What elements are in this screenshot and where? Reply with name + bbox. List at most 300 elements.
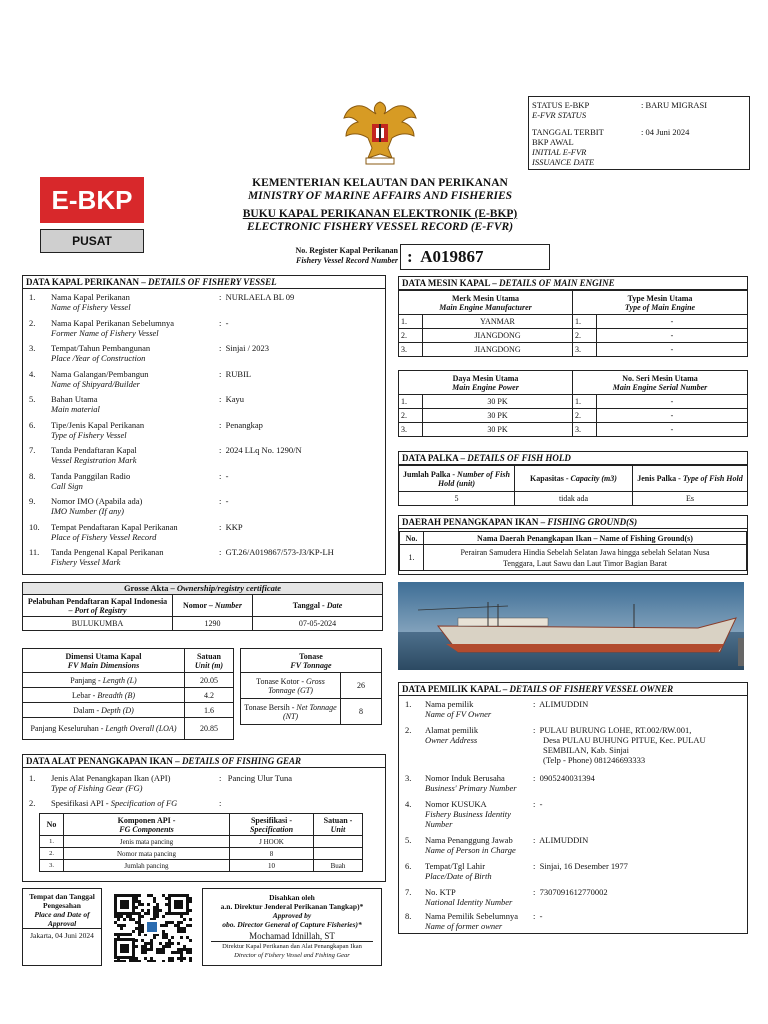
vessel-row-label: Nama Galangan/Pembangun xyxy=(51,368,149,379)
owner-title: DATA PEMILIK KAPAL – xyxy=(402,684,510,694)
engine-power-n: 2. xyxy=(399,409,423,423)
vessel-row-value: : Penangkap xyxy=(219,419,263,430)
approval-h1: Tempat dan Tanggal xyxy=(29,892,95,901)
ministry-name: KEMENTERIAN KELAUTAN DAN PERIKANAN xyxy=(252,177,508,189)
engine-power-table xyxy=(398,370,748,437)
gear-r1-n: 1. xyxy=(29,773,36,783)
register-number: : A019867 xyxy=(400,244,550,270)
vessel-row-value: : KKP xyxy=(219,521,243,532)
ministry-name-en: MINISTRY OF MARINE AFFAIRS AND FISHERIES xyxy=(247,190,513,202)
dimension-label-cell xyxy=(23,673,185,688)
approval-h4: Approval xyxy=(23,919,101,929)
dimension-value: 1.6 xyxy=(185,703,234,718)
status-label: STATUS E-BKP xyxy=(532,100,590,110)
dimension-label-cell xyxy=(23,703,185,718)
vessel-row-number: 10. xyxy=(29,521,40,532)
vessel-row-label-block xyxy=(51,420,226,440)
sig-name: Mochamad Idnillah, ST xyxy=(249,931,335,941)
owner-row-label-en: Name of Person in Charge xyxy=(425,845,516,855)
owner-row xyxy=(403,861,747,885)
owner-row-number: 5. xyxy=(405,835,412,845)
owner-row xyxy=(403,699,747,723)
gear-row-spec: 8 xyxy=(230,848,314,860)
owner-row-value-line: : - xyxy=(533,911,543,921)
owner-row xyxy=(403,887,747,911)
fish-hold-table xyxy=(398,465,748,506)
grosse-h-date: Tanggal - xyxy=(292,601,327,610)
vessel-row-label: Tempat/Tahun Pembangunan xyxy=(51,343,151,353)
hold-capacity: tidak ada xyxy=(515,492,633,506)
owner-row xyxy=(403,835,747,859)
owner-row-label-block xyxy=(425,799,535,829)
owner-row-label: Nomor Induk Berusaha xyxy=(425,773,505,783)
engine-power-n: 3. xyxy=(399,423,423,437)
gear-r2-n: 2. xyxy=(29,798,36,808)
gear-r1-label-en: Type of Fishing Gear (FG) xyxy=(51,783,143,793)
vessel-row xyxy=(27,445,383,467)
owner-row-label-en: Name of former owner xyxy=(425,921,503,931)
vessel-row-value: : 2024 LLq No. 1290/N xyxy=(219,445,302,455)
engine-serial-n: 1. xyxy=(573,395,597,409)
gear-r2-label: Spesifikasi API - xyxy=(51,798,111,808)
engine-brand-value: JIANGDONG xyxy=(423,329,573,343)
vessel-row-label-en: IMO Number (If any) xyxy=(51,506,124,516)
owner-row-value-line: : 0905240031394 xyxy=(533,773,595,783)
ground-v2: Tenggara, Laut Sawu dan Laut Timor Bagian Barat xyxy=(503,558,667,568)
dimension-label-en: Length Overall (LOA) xyxy=(105,724,177,733)
owner-row xyxy=(403,725,747,765)
dimension-label-en: Breadth (B) xyxy=(97,690,136,700)
vessel-row-number: 1. xyxy=(29,292,36,302)
eng-h-type-en: Type of Main Engine xyxy=(624,302,696,312)
ebkp-badge xyxy=(40,177,144,255)
issue-date-label-2: BKP AWAL xyxy=(532,137,574,147)
ebkp-badge-subtitle: PUSAT xyxy=(40,229,144,253)
hold-type: Es xyxy=(633,492,748,506)
gear-h-unit: Satuan - xyxy=(323,815,353,825)
book-title-en: ELECTRONIC FISHERY VESSEL RECORD (E-FVR) xyxy=(246,221,514,233)
owner-row-label-en: Business' Primary Number xyxy=(425,783,517,793)
owner-row-value-line: : 7307091612770002 xyxy=(533,887,608,897)
vessel-row-label-block xyxy=(51,547,226,567)
vessel-row-label: Tipe/Jenis Kapal Perikanan xyxy=(51,419,145,430)
vessel-row-value: : Sinjai / 2023 xyxy=(219,343,270,353)
eng-h-type: Type Mesin Utama xyxy=(627,293,693,303)
sig-2: a.n. Direktur Jenderal Perikanan Tangkap)* xyxy=(220,902,364,911)
dimension-label: Panjang - xyxy=(70,675,103,685)
owner-row-value xyxy=(533,887,748,897)
engine-power-row xyxy=(399,409,748,423)
engine-serial-n: 3. xyxy=(573,423,597,437)
vessel-row-label: Bahan Utama xyxy=(51,394,98,404)
status-value: : BARU MIGRASI xyxy=(641,100,708,110)
gear-row-spec: J HOOK xyxy=(230,836,314,848)
vessel-row-value: : - xyxy=(219,496,229,506)
issue-date-label-en-1: INITIAL E-FVR xyxy=(532,147,587,157)
vessel-row-label-en: Call Sign xyxy=(51,480,83,491)
vessel-row-label: Nama Kapal Perikanan xyxy=(51,292,130,302)
engine-title-en: DETAILS OF MAIN ENGINE xyxy=(499,278,615,288)
owner-row-value xyxy=(533,799,748,809)
owner-row-label-en: Name of FV Owner xyxy=(425,709,492,719)
status-label-en: E-FVR STATUS xyxy=(532,110,587,120)
vessel-row-number: 6. xyxy=(29,419,36,430)
gear-row-unit xyxy=(314,836,363,848)
gear-row xyxy=(40,860,363,872)
hold-h2: Kapasitas - xyxy=(530,474,571,483)
dimension-row xyxy=(23,688,234,703)
dimension-label: Dalam - xyxy=(73,705,102,715)
vessel-row-label-block xyxy=(51,471,226,491)
issue-date-label-en-2: ISSUANCE DATE xyxy=(532,157,595,167)
owner-row-label-block xyxy=(425,887,535,907)
engine-power-n: 1. xyxy=(399,395,423,409)
eng-h-brand-en: Main Engine Manufacturer xyxy=(439,302,532,312)
engine-power-row xyxy=(399,423,748,437)
sig-7: Director of Fishery Vessel and Fishing Gear xyxy=(234,952,350,959)
grosse-title-en: Ownership/registry certificate xyxy=(176,583,282,593)
gear-components-table xyxy=(39,813,363,872)
qr-code[interactable] xyxy=(112,892,192,962)
fishing-ground-section xyxy=(398,515,748,575)
dimension-label-cell xyxy=(23,718,185,740)
sig-3: Approved by xyxy=(272,911,312,920)
vessel-row-label-en: Type of Fishery Vessel xyxy=(51,429,127,440)
owner-row-number: 2. xyxy=(405,725,412,735)
status-box xyxy=(528,96,750,170)
grosse-number: 1290 xyxy=(173,617,253,631)
engine-type-n: 2. xyxy=(573,329,597,343)
engine-title: DATA MESIN KAPAL – xyxy=(402,278,500,288)
owner-row-value-line: : PULAU BURUNG LOHE, RT.002/RW.001, xyxy=(533,725,692,735)
grosse-h-port: Pelabuhan Pendaftaran Kapal Indonesia – xyxy=(27,596,168,615)
vessel-row-number: 8. xyxy=(29,470,36,481)
gear-h-comp-en: FG Components xyxy=(119,824,174,834)
hold-h2-en: Capacity (m3) xyxy=(570,474,617,483)
dimensions-table xyxy=(22,648,234,740)
engine-brand-value: JIANGDONG xyxy=(423,343,573,357)
engine-brand-value: YANMAR xyxy=(423,315,573,329)
vessel-row-label-en: Place of Fishery Vessel Record xyxy=(51,531,157,542)
owner-row-label: Nomor KUSUKA xyxy=(425,799,487,809)
fish-hold-title-box xyxy=(398,451,748,465)
engine-brand-n: 1. xyxy=(399,315,423,329)
gear-row-component: Jenis mata pancing xyxy=(64,836,230,848)
vessel-row-number: 3. xyxy=(29,343,36,353)
dimension-label: Lebar - xyxy=(71,690,98,700)
vessel-row-number: 2. xyxy=(29,317,36,328)
owner-row-label: Nama Penanggung Jawab xyxy=(425,835,513,845)
gear-title: DATA ALAT PENANGKAPAN IKAN – xyxy=(26,756,182,766)
sig-1: Disahkan oleh xyxy=(269,893,315,902)
gear-spec-colon: : xyxy=(219,798,222,808)
owner-row-value-line: : ALIMUDDIN xyxy=(533,699,589,709)
engine-type-n: 3. xyxy=(573,343,597,357)
owner-row-number: 4. xyxy=(405,799,412,809)
gear-row-number: 1. xyxy=(40,836,64,848)
owner-row-label-block xyxy=(425,699,535,719)
owner-row-value-line: : ALIMUDDIN xyxy=(533,835,589,845)
vessel-row-label-block xyxy=(51,318,226,338)
owner-row xyxy=(403,799,747,829)
vessel-row xyxy=(27,420,383,442)
vessel-row-label-block xyxy=(51,445,226,465)
engine-serial-n: 2. xyxy=(573,409,597,423)
owner-row xyxy=(403,773,747,797)
engine-type-n: 1. xyxy=(573,315,597,329)
vessel-row-value: : NURLAELA BL 09 xyxy=(219,292,295,302)
vessel-row-label: Tanda Pengenal Kapal Perikanan xyxy=(51,547,164,557)
vessel-row-label-en: Fishery Vessel Mark xyxy=(51,557,121,567)
dim-h-main-en: FV Main Dimensions xyxy=(67,660,140,670)
vessel-row-label-block xyxy=(51,369,226,389)
vessel-section-title-en: DETAILS OF FISHERY VESSEL xyxy=(148,277,277,287)
engine-serial-value: - xyxy=(597,423,748,437)
vessel-row-number: 5. xyxy=(29,394,36,404)
vessel-row-number: 7. xyxy=(29,445,36,455)
owner-row-value-line: : Sinjai, 16 Desember 1977 xyxy=(533,861,628,871)
book-title: BUKU KAPAL PERIKANAN ELEKTRONIK (E-BKP) xyxy=(242,208,518,220)
owner-row-label-en: National Identity Number xyxy=(425,897,513,907)
vessel-row-label: Tanda Pendaftaran Kapal xyxy=(51,445,137,455)
gear-row-component: Jumlah pancing xyxy=(64,860,230,872)
owner-row-number: 7. xyxy=(405,887,412,897)
ground-h-name: Nama Daerah Penangkapan Ikan – Name of Fishing Ground(s) xyxy=(424,532,747,545)
garuda-emblem xyxy=(340,96,420,168)
owner-row-label-block xyxy=(425,773,535,793)
tonnage-table xyxy=(240,648,382,725)
gear-h-unit-en: Unit xyxy=(330,824,346,834)
ebkp-badge-title: E-BKP xyxy=(40,177,144,223)
approval-h3: Place and Date of xyxy=(34,910,90,919)
owner-row-label-en: Place/Date of Birth xyxy=(425,871,492,881)
gear-h-comp: Komponen API - xyxy=(117,815,176,825)
approval-h2: Pengesahan xyxy=(43,901,81,910)
fishing-gear-section xyxy=(22,754,386,882)
engine-serial-value: - xyxy=(597,409,748,423)
owner-row-label-block xyxy=(425,835,535,855)
vessel-row-number: 4. xyxy=(29,368,36,379)
owner-title-en: DETAILS OF FISHERY VESSEL OWNER xyxy=(509,684,674,694)
vessel-row-value: : GT.26/A019867/573-J3/KP-LH xyxy=(219,547,334,557)
register-label: No. Register Kapal Perikanan xyxy=(295,246,398,255)
engine-brand-n: 3. xyxy=(399,343,423,357)
gt-label: Tonase Kotor - xyxy=(256,676,307,686)
ground-n: 1. xyxy=(400,545,424,571)
vessel-row xyxy=(27,471,383,493)
gear-row-component: Nomor mata pancing xyxy=(64,848,230,860)
grosse-h-date-en: Date xyxy=(326,601,343,610)
vessel-row-label: Tanda Panggilan Radio xyxy=(51,470,131,481)
grosse-h-number: Nomor – xyxy=(183,601,215,610)
vessel-row xyxy=(27,496,383,518)
vessel-row-number: 9. xyxy=(29,496,36,506)
owner-row-value-line: : - xyxy=(533,799,543,809)
engine-power-value: 30 PK xyxy=(423,423,573,437)
register-label-en: Fishery Vessel Record Number xyxy=(296,256,398,265)
sig-4: obo. Director General of Capture Fisheries)* xyxy=(222,920,362,929)
nt-value: 8 xyxy=(341,699,382,725)
gear-type-value: : Pancing Ulur Tuna xyxy=(219,773,292,783)
dimension-label: Panjang Keseluruhan - xyxy=(30,724,106,733)
ground-title: DAERAH PENANGKAPAN IKAN – xyxy=(402,517,548,527)
vessel-photo xyxy=(398,582,744,670)
vessel-row-label-block xyxy=(51,292,226,312)
owner-row-value xyxy=(533,725,748,765)
engine-brand-row xyxy=(399,343,748,357)
gear-row xyxy=(40,848,363,860)
grosse-port: BULUKUMBA xyxy=(23,617,173,631)
vessel-row-label: Nama Kapal Perikanan Sebelumnya xyxy=(51,317,174,328)
vessel-row xyxy=(27,522,383,544)
vessel-row-value: : RUBIL xyxy=(219,368,252,379)
gear-r1-label: Jenis Alat Penangkapan Ikan (API) xyxy=(51,773,171,783)
dim-h-unit: Satuan xyxy=(196,651,221,661)
gear-row-spec: 10 xyxy=(230,860,314,872)
owner-row-value-line: SEMBILAN, Kab. Sinjai xyxy=(543,745,629,755)
engine-power-value: 30 PK xyxy=(423,395,573,409)
approval-place-box xyxy=(22,888,102,966)
ton-h: Tonase xyxy=(299,651,323,661)
ground-title-en: FISHING GROUND(S) xyxy=(547,517,638,527)
ground-v1: Perairan Samudera Hindia Sebelah Selatan Jawa hingga sebelah Selatan Nusa xyxy=(460,547,710,557)
gt-value: 26 xyxy=(341,673,382,699)
grosse-h-port-en: Port of Registry xyxy=(74,605,127,615)
engine-power-row xyxy=(399,395,748,409)
sig-6: Direktur Kapal Perikanan dan Alat Penangkapan Ikan xyxy=(211,941,373,951)
eng-h-serial: No. Seri Mesin Utama xyxy=(622,373,698,383)
dimension-label-en: Depth (D) xyxy=(101,705,134,715)
nt-label: Tonase Bersih - xyxy=(244,702,297,712)
grosse-date: 07-05-2024 xyxy=(253,617,383,631)
grosse-h-number-en: Number xyxy=(214,601,242,610)
vessel-row-number: 11. xyxy=(29,547,40,557)
nt-label-en: Net Tonnage (NT) xyxy=(282,702,337,721)
owner-row-value xyxy=(533,861,748,871)
owner-row-value xyxy=(533,911,748,921)
dimension-row xyxy=(23,718,234,740)
engine-serial-value: - xyxy=(597,395,748,409)
vessel-row xyxy=(27,547,383,569)
vessel-row-label-block xyxy=(51,522,226,542)
hold-title: DATA PALKA – xyxy=(402,453,468,463)
eng-h-power-en: Main Engine Power xyxy=(452,382,519,392)
vessel-row-label-en: Main material xyxy=(51,404,100,414)
owner-row-label: Nama pemilik xyxy=(425,699,474,709)
vessel-row-label-block xyxy=(51,496,226,516)
hold-h1: Jumlah Palka - xyxy=(403,469,458,479)
issue-date-label-1: TANGGAL TERBIT xyxy=(532,127,604,137)
ground-h-no: No. xyxy=(400,532,424,545)
gear-h-spec-en: Specification xyxy=(249,824,294,834)
dimension-value: 20.05 xyxy=(185,673,234,688)
vessel-row xyxy=(27,343,383,365)
gear-title-en: DETAILS OF FISHING GEAR xyxy=(181,756,302,766)
dimension-value: 20.85 xyxy=(185,718,234,740)
owner-row-label-block xyxy=(425,861,535,881)
signature-box xyxy=(202,888,382,966)
vessel-row-label: Nomor IMO (Apabila ada) xyxy=(51,496,143,506)
issue-date-value: : 04 Juni 2024 xyxy=(641,127,690,137)
owner-row-value xyxy=(533,773,748,783)
engine-power-value: 30 PK xyxy=(423,409,573,423)
owner-row-value-line: (Telp - Phone) 081246693333 xyxy=(543,755,646,765)
vessel-row-value: : Kayu xyxy=(219,394,245,404)
gear-row-unit xyxy=(314,848,363,860)
gear-row-unit: Buah xyxy=(314,860,363,872)
dimension-label-cell xyxy=(23,688,185,703)
dimension-row xyxy=(23,673,234,688)
owner-row-label-en: Owner Address xyxy=(425,735,478,745)
owner-row xyxy=(403,911,747,935)
vessel-section-title: DATA KAPAL PERIKANAN – xyxy=(26,277,149,287)
gear-h-no: No xyxy=(40,814,64,836)
engine-brand-row xyxy=(399,329,748,343)
vessel-row-label-block xyxy=(51,343,226,363)
owner-row-label-block xyxy=(425,725,535,745)
gt-label-en: Gross Tonnage (GT) xyxy=(268,676,325,695)
owner-row-value xyxy=(533,835,748,845)
vessel-row xyxy=(27,318,383,340)
engine-brand-table xyxy=(398,290,748,357)
dim-h-main: Dimensi Utama Kapal xyxy=(65,651,142,661)
owner-row-number: 1. xyxy=(405,699,412,709)
hold-title-en: DETAILS OF FISH HOLD xyxy=(467,453,571,463)
gear-r2-label-en: Specification of FG xyxy=(110,798,178,808)
engine-brand-n: 2. xyxy=(399,329,423,343)
engine-type-value: - xyxy=(597,343,748,357)
vessel-row-label-en: Vessel Registration Mark xyxy=(51,455,137,465)
dimension-value: 4.2 xyxy=(185,688,234,703)
grosse-akta-section xyxy=(22,582,383,631)
vessel-row xyxy=(27,292,383,314)
owner-row-label: Tempat/Tgl Lahir xyxy=(425,861,486,871)
dimension-label-en: Length (L) xyxy=(102,675,137,685)
engine-type-value: - xyxy=(597,315,748,329)
hold-count: 5 xyxy=(399,492,515,506)
ton-h-en: FV Tonnage xyxy=(290,660,332,670)
owner-row-value-line: Desa PULAU BUHUNG PITUE, Kec. PULAU xyxy=(543,735,706,745)
engine-brand-row xyxy=(399,315,748,329)
grosse-title: Grosse Akta – xyxy=(123,583,177,593)
hold-h3: Jenis Palka - xyxy=(637,474,683,483)
owner-row-label: No. KTP xyxy=(425,887,456,897)
owner-row-label: Alamat pemilik xyxy=(425,725,479,735)
owner-section xyxy=(398,682,748,934)
vessel-row-label-en: Name of Shipyard/Builder xyxy=(51,378,140,389)
vessel-row-label-block xyxy=(51,394,226,414)
owner-row-number: 8. xyxy=(405,911,412,921)
owner-row-number: 6. xyxy=(405,861,412,871)
owner-row-label: Nama Pemilik Sebelumnya xyxy=(425,911,519,921)
owner-row-label-block xyxy=(425,911,535,931)
gear-row xyxy=(40,836,363,848)
vessel-row xyxy=(27,394,383,416)
owner-row-number: 3. xyxy=(405,773,412,783)
owner-row-label-en: Fishery Business Identity Number xyxy=(425,809,511,829)
vessel-row-label-en: Place /Year of Construction xyxy=(51,353,146,363)
eng-h-brand: Merk Mesin Utama xyxy=(451,293,520,303)
dim-h-unit-en: Unit (m) xyxy=(194,660,224,670)
gear-h-spec: Spesifikasi - xyxy=(250,815,293,825)
engine-type-value: - xyxy=(597,329,748,343)
hold-h1-en: Number of Fish Hold (unit) xyxy=(437,469,510,488)
vessel-row-value: : - xyxy=(219,470,229,481)
gear-row-number: 2. xyxy=(40,848,64,860)
gear-row-number: 3. xyxy=(40,860,64,872)
engine-title-box xyxy=(398,276,748,290)
vessel-row-label: Tempat Pendaftaran Kapal Perikanan xyxy=(51,521,178,532)
